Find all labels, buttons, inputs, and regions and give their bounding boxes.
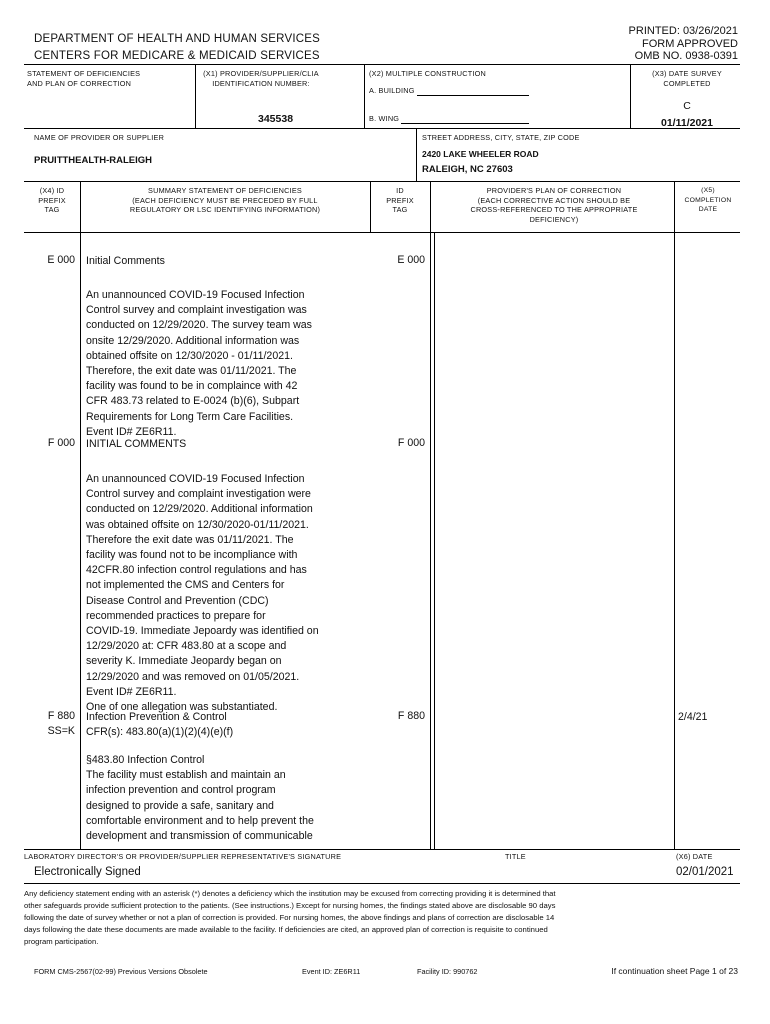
e000-body: An unannounced COVID-19 Focused Infection Control survey and complaint investigation was conducted on 12/29/2020. The survey team was onsite 12/29/2020. Additional information was obtained offsite on 12/30/2020 - 01/11/2021. Therefore, the exit date was 01/11/2021. The facility was found to be in complaince with 42 CFR 483.73 related to E-0024 (b)(6), Subpart Requirements for Long Term Care Facilities. Event ID# ZE6R11. (86, 289, 312, 438)
x2-label: (X2) MULTIPLE CONSTRUCTION (369, 69, 486, 78)
survey-date: 01/11/2021 (661, 117, 713, 129)
wing-field: B. WING (369, 114, 529, 124)
f880-body: §483.80 Infection Control The facility must establish and maintain an infection prevention and control program designed to provide a safe, sanitary and comfortable environment and to help prevent the development and transmission of communicable (86, 754, 314, 843)
plan-header: PROVIDER'S PLAN OF CORRECTION (EACH CORRECTIVE ACTION SHOULD BE CROSS-REFERENCED TO THE APPROPRIATE DEFICIENCY) (470, 186, 638, 224)
e000-tag: E 000 (47, 254, 75, 266)
x4-prefix-header: (X4) ID PREFIX TAG (38, 186, 66, 214)
f880-title: Infection Prevention & Control (86, 711, 227, 723)
department-name: DEPARTMENT OF HEALTH AND HUMAN SERVICES (34, 33, 320, 45)
f000-id: F 000 (397, 437, 425, 449)
title-label: TITLE (505, 852, 526, 861)
summary-header: SUMMARY STATEMENT OF DEFICIENCIES (EACH DEFICIENCY MUST BE PRECEDED BY FULL REGULATORY OR LSC IDENTIFYING INFORMATION) (129, 186, 321, 214)
provider-name: PRUITTHEALTH-RALEIGH (34, 155, 153, 166)
e000-title: Initial Comments (86, 255, 165, 267)
date-label: (X6) DATE (676, 852, 713, 861)
f000-title: INITIAL COMMENTS (86, 438, 187, 450)
provider-label: NAME OF PROVIDER OR SUPPLIER (34, 133, 165, 142)
completion-header: (X5) COMPLETION DATE (684, 187, 732, 213)
omb-number: OMB NO. 0938-0391 (634, 50, 738, 62)
f000-body: An unannounced COVID-19 Focused Infection Control survey and complaint investigation were conducted on 12/29/2020. Additional information was obtained offsite on 12/30/2020-01/11/2021. Therefore the exit date was 01/11/2021. The facility was found not to be incompliance with 42CFR.80 infection control regulations and has not implemented the CMS and Centers for Disease Control and Prevention (CDC) recommended practices to prepare for COVID-19. Immediate Jepoardy was identified on 12/29/2020 at: CFR 483.80 at a scope and severity K. Immediate Jeopardy began on 12/29/2020 and was removed on 01/05/2021. Event ID# ZE6R11. One of one allegation was substantiated. (86, 473, 319, 714)
f880-tag: F 880 (47, 710, 75, 722)
signature-date: 02/01/2021 (676, 866, 734, 878)
f000-tag: F 000 (47, 437, 75, 449)
address-street: 2420 LAKE WHEELER ROAD (422, 149, 539, 159)
f880-cfr: CFR(s): 483.80(a)(1)(2)(4)(e)(f) (86, 726, 234, 738)
printed-date: PRINTED: 03/26/2021 (628, 25, 738, 37)
survey-code: C (683, 100, 691, 112)
f880-scope-severity: SS=K (47, 725, 75, 737)
clia-number: 345538 (258, 113, 294, 125)
facility-id: Facility ID: 990762 (417, 967, 478, 976)
signature-label: LABORATORY DIRECTOR'S OR PROVIDER/SUPPLIER REPRESENTATIVE'S SIGNATURE (24, 852, 342, 861)
disclosure-footnote: Any deficiency statement ending with an asterisk (*) denotes a deficiency which the institution may be excused from correcting providing it is determined that other safeguards provide sufficient protection to the patients. (See instructions.) Except for nursing homes, the findings stated above are disclosable 90 days following the date of survey whether or not a plan of correction is provided. For nursing homes, the above findings and plans of correction are disclosable 14 days following the date these documents are made available to the facility. If deficiencies are cited, an approved plan of correction is requisite to continued program participation. (24, 889, 556, 946)
id-prefix-header: ID PREFIX TAG (386, 186, 414, 214)
f880-id: F 880 (397, 710, 425, 722)
e000-id: E 000 (397, 254, 425, 266)
address-city: RALEIGH, NC 27603 (422, 164, 513, 175)
signature-value: Electronically Signed (34, 866, 141, 878)
statement-label: STATEMENT OF DEFICIENCIES AND PLAN OF CORRECTION (27, 69, 141, 88)
f880-completion-date: 2/4/21 (678, 711, 708, 723)
agency-name: CENTERS FOR MEDICARE & MEDICAID SERVICES (34, 50, 320, 62)
x1-label: (X1) PROVIDER/SUPPLIER/CLIA IDENTIFICATION NUMBER: (203, 69, 319, 88)
x3-label: (X3) DATE SURVEY COMPLETED (652, 69, 722, 88)
form-approved: FORM APPROVED (642, 38, 738, 50)
address-label: STREET ADDRESS, CITY, STATE, ZIP CODE (422, 133, 580, 142)
event-id: Event ID: ZE6R11 (302, 967, 361, 976)
form-number: FORM CMS-2567(02-99) Previous Versions Obsolete (34, 967, 208, 976)
building-field: A. BUILDING (369, 86, 529, 96)
page-number: If continuation sheet Page 1 of 23 (611, 966, 738, 976)
